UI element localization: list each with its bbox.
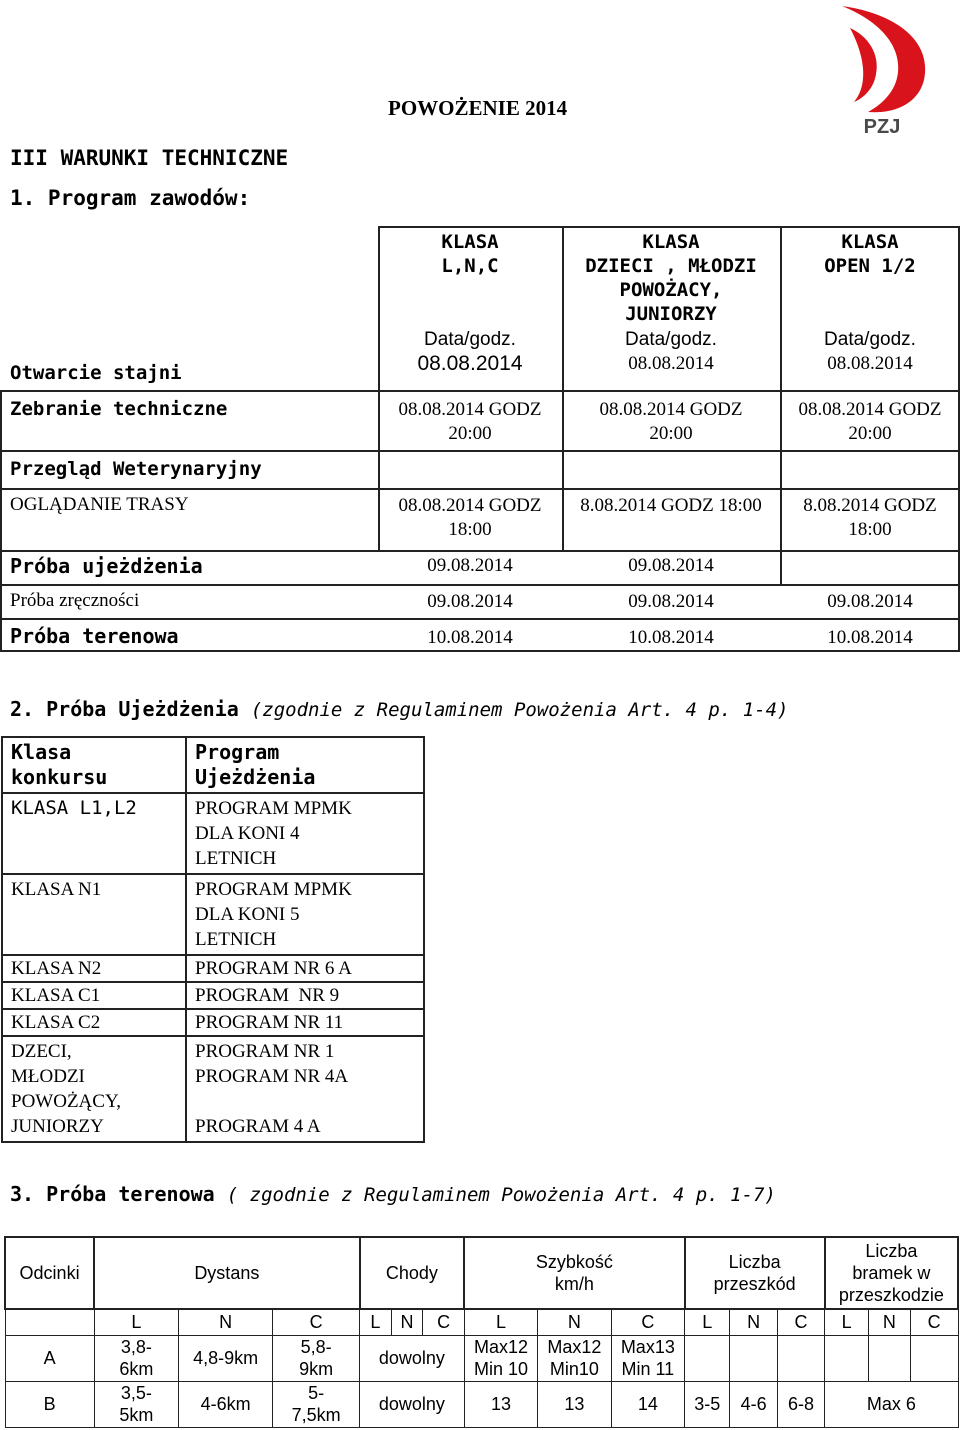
header-line: KLASA	[841, 231, 899, 253]
row-label-ogladanie-trasy: OGLĄDANIE TRASY	[10, 494, 189, 515]
cell-line: Max12	[547, 1337, 602, 1357]
cell-line: 9km	[299, 1359, 334, 1379]
section-note: (zgodnie z Regulaminem Powożenia Art. 4 p. 1-4)	[250, 699, 789, 721]
subheader-date: Data/godz.	[625, 329, 717, 350]
class-letter: L	[825, 1309, 869, 1335]
column-header-dzieci	[564, 230, 778, 326]
cell-line: Min 10	[474, 1359, 529, 1379]
cell-line: Min10	[549, 1359, 599, 1379]
program-cell	[186, 793, 424, 874]
cell-line: 6km	[119, 1359, 154, 1379]
class-letter: C	[777, 1309, 824, 1335]
dystans-cell	[273, 1335, 360, 1381]
cross-country-table	[4, 1236, 959, 1428]
logo-text: PZJ	[863, 116, 901, 138]
header-line: Szybkość	[535, 1252, 613, 1272]
przeszkod-cell	[777, 1335, 824, 1381]
przeszkod-cell: 4-6	[730, 1381, 777, 1427]
header-line: km/h	[554, 1274, 594, 1294]
header-line: konkursu	[11, 765, 108, 789]
odcinek-cell: B	[5, 1381, 94, 1427]
cell-line: Max12	[474, 1337, 529, 1357]
cell-line: 5-	[308, 1383, 325, 1403]
schedule-cell: 10.08.2014	[427, 627, 513, 648]
cell-line: 08.08.2014 GODZ	[398, 495, 542, 516]
class-letter: N	[538, 1309, 611, 1335]
table-row	[2, 793, 424, 874]
dystans-cell: 4,8-9km	[179, 1335, 273, 1381]
szybkosc-cell	[611, 1335, 684, 1381]
program-line: PROGRAM MPMK	[195, 798, 352, 819]
section-2-heading	[10, 697, 788, 721]
row-label-proba-zrecznosci: Próba zręczności	[10, 590, 140, 611]
dystans-cell: 4-6km	[179, 1381, 273, 1427]
section-number: 3.	[10, 1182, 35, 1206]
program-line: PROGRAM NR 4A	[195, 1066, 349, 1087]
section-number: 2.	[10, 697, 35, 721]
schedule-cell	[380, 494, 560, 542]
klasa-cell: KLASA N1	[2, 874, 186, 955]
table-row	[2, 982, 424, 1009]
section-note: ( zgodnie z Regulaminem Powożenia Art. 4 p. 1-7)	[226, 1184, 776, 1206]
header-szybkosc	[464, 1237, 684, 1309]
program-line	[195, 1089, 415, 1114]
klasa-cell: KLASA C1	[2, 982, 186, 1009]
schedule-cell: 08.08.2014	[628, 353, 714, 374]
section-3-heading	[10, 1182, 776, 1206]
program-cell: PROGRAM NR 11	[186, 1009, 424, 1036]
chody-cell: dowolny	[360, 1381, 465, 1427]
przeszkod-cell	[685, 1335, 730, 1381]
szybkosc-cell	[464, 1335, 537, 1381]
szybkosc-cell: 14	[611, 1381, 684, 1427]
header-line: KLASA	[642, 231, 700, 253]
table-row	[5, 1381, 958, 1427]
cell-line: 18:00	[448, 519, 492, 540]
chody-cell: dowolny	[360, 1335, 465, 1381]
schedule-cell: 09.08.2014	[628, 591, 714, 612]
klasa-line: POWOŻĄCY,	[11, 1091, 121, 1112]
header-line: bramek w	[852, 1263, 931, 1283]
row-label-proba-ujezdzenia: Próba ujeżdżenia	[10, 554, 203, 578]
row-label-proba-terenowa: Próba terenowa	[10, 624, 179, 648]
column-header-open	[782, 230, 958, 278]
klasa-cell: KLASA C2	[2, 1009, 186, 1036]
program-cell: PROGRAM NR 9	[186, 982, 424, 1009]
header-cell	[2, 737, 186, 793]
subheader-date: Data/godz.	[424, 329, 516, 350]
class-letter: C	[910, 1309, 958, 1335]
class-letter: C	[423, 1309, 465, 1335]
class-letter: L	[360, 1309, 392, 1335]
table-header-row	[5, 1237, 958, 1309]
bramek-cell	[825, 1335, 869, 1381]
header-line: Liczba	[728, 1252, 781, 1272]
class-letter: L	[94, 1309, 178, 1335]
cell-line: Min 11	[621, 1359, 675, 1379]
przeszkod-cell	[730, 1335, 777, 1381]
header-line: KLASA	[441, 231, 499, 253]
class-letter: N	[391, 1309, 423, 1335]
header-line: DZIECI , MŁODZI	[585, 255, 757, 277]
szybkosc-cell	[538, 1335, 611, 1381]
header-cell	[186, 737, 424, 793]
row-label-zebranie-techniczne: Zebranie techniczne	[10, 398, 228, 420]
program-cell: PROGRAM NR 6 A	[186, 955, 424, 982]
section-heading: III WARUNKI TECHNICZNE	[10, 146, 289, 170]
klasa-line: JUNIORZY	[11, 1116, 104, 1137]
program-line: LETNICH	[195, 848, 277, 869]
header-line: przeszkodzie	[838, 1285, 944, 1305]
header-line: L,N,C	[441, 255, 499, 277]
table-row	[5, 1335, 958, 1381]
bramek-cell	[868, 1335, 910, 1381]
dystans-cell	[94, 1381, 178, 1427]
przeszkod-cell: 6-8	[777, 1381, 824, 1427]
class-letter: C	[611, 1309, 684, 1335]
cell-line: 3,5-	[120, 1383, 152, 1403]
program-line: PROGRAM 4 A	[195, 1116, 321, 1137]
header-przeszkod	[685, 1237, 825, 1309]
table-header-row	[2, 737, 424, 793]
table-row	[2, 1036, 424, 1142]
dystans-cell	[94, 1335, 178, 1381]
program-line: DLA KONI 4	[195, 823, 300, 844]
cell-line: 20:00	[649, 423, 693, 444]
table-row	[2, 874, 424, 955]
header-line: Liczba	[865, 1241, 918, 1261]
schedule-cell	[782, 494, 958, 542]
klasa-line: MŁODZI	[11, 1066, 85, 1087]
schedule-table	[0, 0, 960, 660]
bramek-cell: Max 6	[825, 1381, 958, 1427]
header-line: OPEN 1/2	[824, 255, 916, 277]
schedule-cell: 09.08.2014	[427, 555, 513, 576]
schedule-cell: 08.08.2014	[827, 353, 913, 374]
header-line: Klasa	[11, 740, 72, 764]
header-line: przeszkód	[713, 1274, 796, 1294]
section-title: Próba terenowa	[46, 1182, 215, 1206]
schedule-cell	[564, 398, 778, 446]
program-cell	[186, 874, 424, 955]
cell-line: 08.08.2014 GODZ	[599, 399, 743, 420]
header-bramek	[825, 1237, 958, 1309]
schedule-cell	[782, 398, 958, 446]
dystans-cell	[273, 1381, 360, 1427]
cell-line: 08.08.2014 GODZ	[398, 399, 542, 420]
cell-line: 3,8-	[120, 1337, 152, 1357]
bramek-cell	[910, 1335, 958, 1381]
schedule-cell: 09.08.2014	[427, 591, 513, 612]
program-line: PROGRAM MPMK	[195, 879, 352, 900]
header-dystans: Dystans	[94, 1237, 359, 1309]
class-letter: N	[179, 1309, 273, 1335]
cell-line: 18:00	[848, 519, 892, 540]
class-letter-row	[5, 1309, 958, 1335]
row-label-otwarcie-stajni: Otwarcie stajni	[10, 362, 182, 384]
table-row	[2, 1009, 424, 1036]
header-chody: Chody	[360, 1237, 465, 1309]
class-letter: N	[730, 1309, 777, 1335]
schedule-cell: 8.08.2014 GODZ 18:00	[580, 495, 762, 516]
odcinek-cell: A	[5, 1335, 94, 1381]
header-line: JUNIORZY	[625, 303, 717, 325]
header-line: Ujeżdżenia	[195, 765, 316, 789]
program-line: DLA KONI 5	[195, 904, 300, 925]
class-letter: C	[273, 1309, 360, 1335]
subheader-date: Data/godz.	[824, 329, 916, 350]
przeszkod-cell: 3-5	[685, 1381, 730, 1427]
table-row	[2, 955, 424, 982]
schedule-cell: 10.08.2014	[827, 627, 913, 648]
empty-cell	[5, 1309, 94, 1335]
schedule-cell	[380, 398, 560, 446]
class-letter: L	[685, 1309, 730, 1335]
class-letter: L	[464, 1309, 537, 1335]
cell-line: 7,5km	[291, 1405, 341, 1425]
klasa-line: DZECI,	[11, 1041, 72, 1062]
cell-line: 08.08.2014 GODZ	[798, 399, 942, 420]
dressage-table	[1, 736, 425, 1143]
szybkosc-cell: 13	[538, 1381, 611, 1427]
schedule-cell: 08.08.2014	[417, 352, 523, 375]
klasa-cell: KLASA L1,L2	[2, 793, 186, 874]
szybkosc-cell: 13	[464, 1381, 537, 1427]
cell-line: 5,8-	[300, 1337, 332, 1357]
program-cell	[186, 1036, 424, 1142]
program-heading: 1. Program zawodów:	[10, 186, 251, 210]
document-title: POWOŻENIE 2014	[388, 96, 568, 120]
klasa-cell: KLASA N2	[2, 955, 186, 982]
schedule-cell: 09.08.2014	[827, 591, 913, 612]
program-line: LETNICH	[195, 929, 277, 950]
cell-line: 20:00	[848, 423, 892, 444]
cell-line: 8.08.2014 GODZ	[803, 495, 937, 516]
cell-line: 5km	[119, 1405, 154, 1425]
cell-line: 20:00	[448, 423, 492, 444]
column-header-lnc	[380, 230, 560, 278]
header-line: POWOŻACY,	[619, 279, 723, 301]
schedule-cell: 09.08.2014	[628, 555, 714, 576]
section-title: Próba Ujeżdżenia	[46, 697, 239, 721]
row-label-przeglad-weterynaryjny: Przegląd Weterynaryjny	[10, 458, 262, 480]
cell-line: Max13	[620, 1337, 675, 1357]
schedule-cell: 10.08.2014	[628, 627, 714, 648]
klasa-cell	[2, 1036, 186, 1142]
header-odcinki: Odcinki	[5, 1237, 94, 1309]
class-letter: N	[868, 1309, 910, 1335]
program-line: PROGRAM NR 1	[195, 1041, 335, 1062]
header-line: Program	[195, 740, 280, 764]
